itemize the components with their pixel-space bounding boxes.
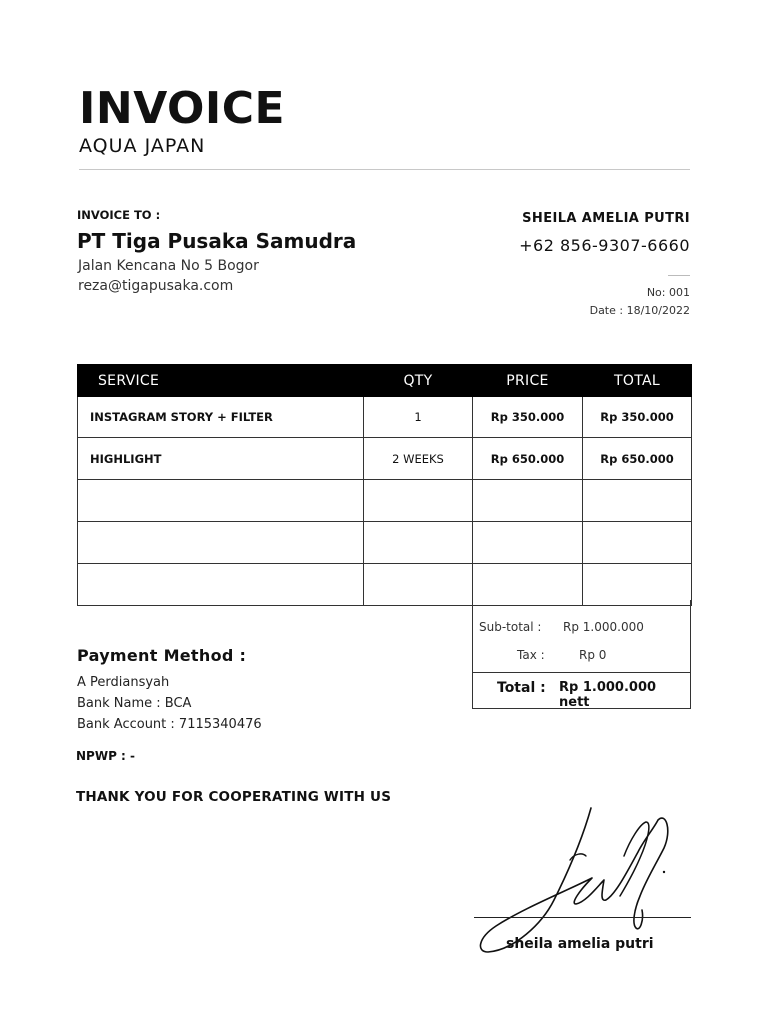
subtotal-label: Sub-total : [479,620,542,634]
invoice-to-label: INVOICE TO : [77,208,161,222]
client-name: PT Tiga Pusaka Samudra [77,229,357,253]
cell-service [78,480,364,522]
cell-qty [364,522,473,564]
payment-account-name: A Perdiansyah [77,675,170,690]
table-row [78,522,692,564]
subtotal-value: Rp 1.000.000 [563,620,644,634]
cell-qty: 2 WEEKS [364,438,473,480]
sender-phone: +62 856-9307-6660 [519,236,690,255]
npwp-text: NPWP : - [76,749,136,763]
client-address: Jalan Kencana No 5 Bogor [78,258,259,274]
cell-price [473,522,583,564]
summary-box [472,600,691,709]
total-label: Total : [497,680,546,696]
cell-total: Rp 350.000 [583,397,692,438]
header-total: TOTAL [583,365,692,397]
cell-total: Rp 650.000 [583,438,692,480]
invoice-number: No: 001 [646,286,690,299]
table-header-row [78,365,692,397]
cell-qty: 1 [364,397,473,438]
table-row [78,480,692,522]
table-row [78,397,692,438]
payment-bank-name: Bank Name : BCA [77,696,192,711]
company-name: AQUA JAPAN [79,135,206,157]
cell-service [78,522,364,564]
cell-service: INSTAGRAM STORY + FILTER [78,397,364,438]
signature-line [474,917,691,918]
cell-service [78,564,364,606]
header-divider [79,169,690,170]
sender-name: SHEILA AMELIA PUTRI [522,211,690,226]
invoice-date: Date : 18/10/2022 [589,304,690,317]
cell-service: HIGHLIGHT [78,438,364,480]
table-row [78,438,692,480]
header-price: PRICE [473,365,583,397]
total-value: Rp 1.000.000 nett [559,680,657,710]
header-qty: QTY [364,365,473,397]
invoice-title: INVOICE [79,83,286,134]
thank-you-text: THANK YOU FOR COOPERATING WITH US [76,789,392,805]
cell-price [473,480,583,522]
client-email: reza@tigapusaka.com [78,278,234,294]
header-service: SERVICE [78,365,364,397]
cell-total [583,480,692,522]
payment-bank-account: Bank Account : 7115340476 [77,717,262,732]
summary-divider [473,672,690,673]
short-divider [668,275,690,276]
cell-qty [364,564,473,606]
tax-value: Rp 0 [579,648,607,662]
cell-price: Rp 350.000 [473,397,583,438]
items-table [77,364,692,606]
cell-total [583,522,692,564]
signer-name: sheila amelia putri [506,936,654,952]
tax-label: Tax : [517,648,545,662]
cell-qty [364,480,473,522]
payment-method-title: Payment Method : [77,646,247,665]
cell-price: Rp 650.000 [473,438,583,480]
